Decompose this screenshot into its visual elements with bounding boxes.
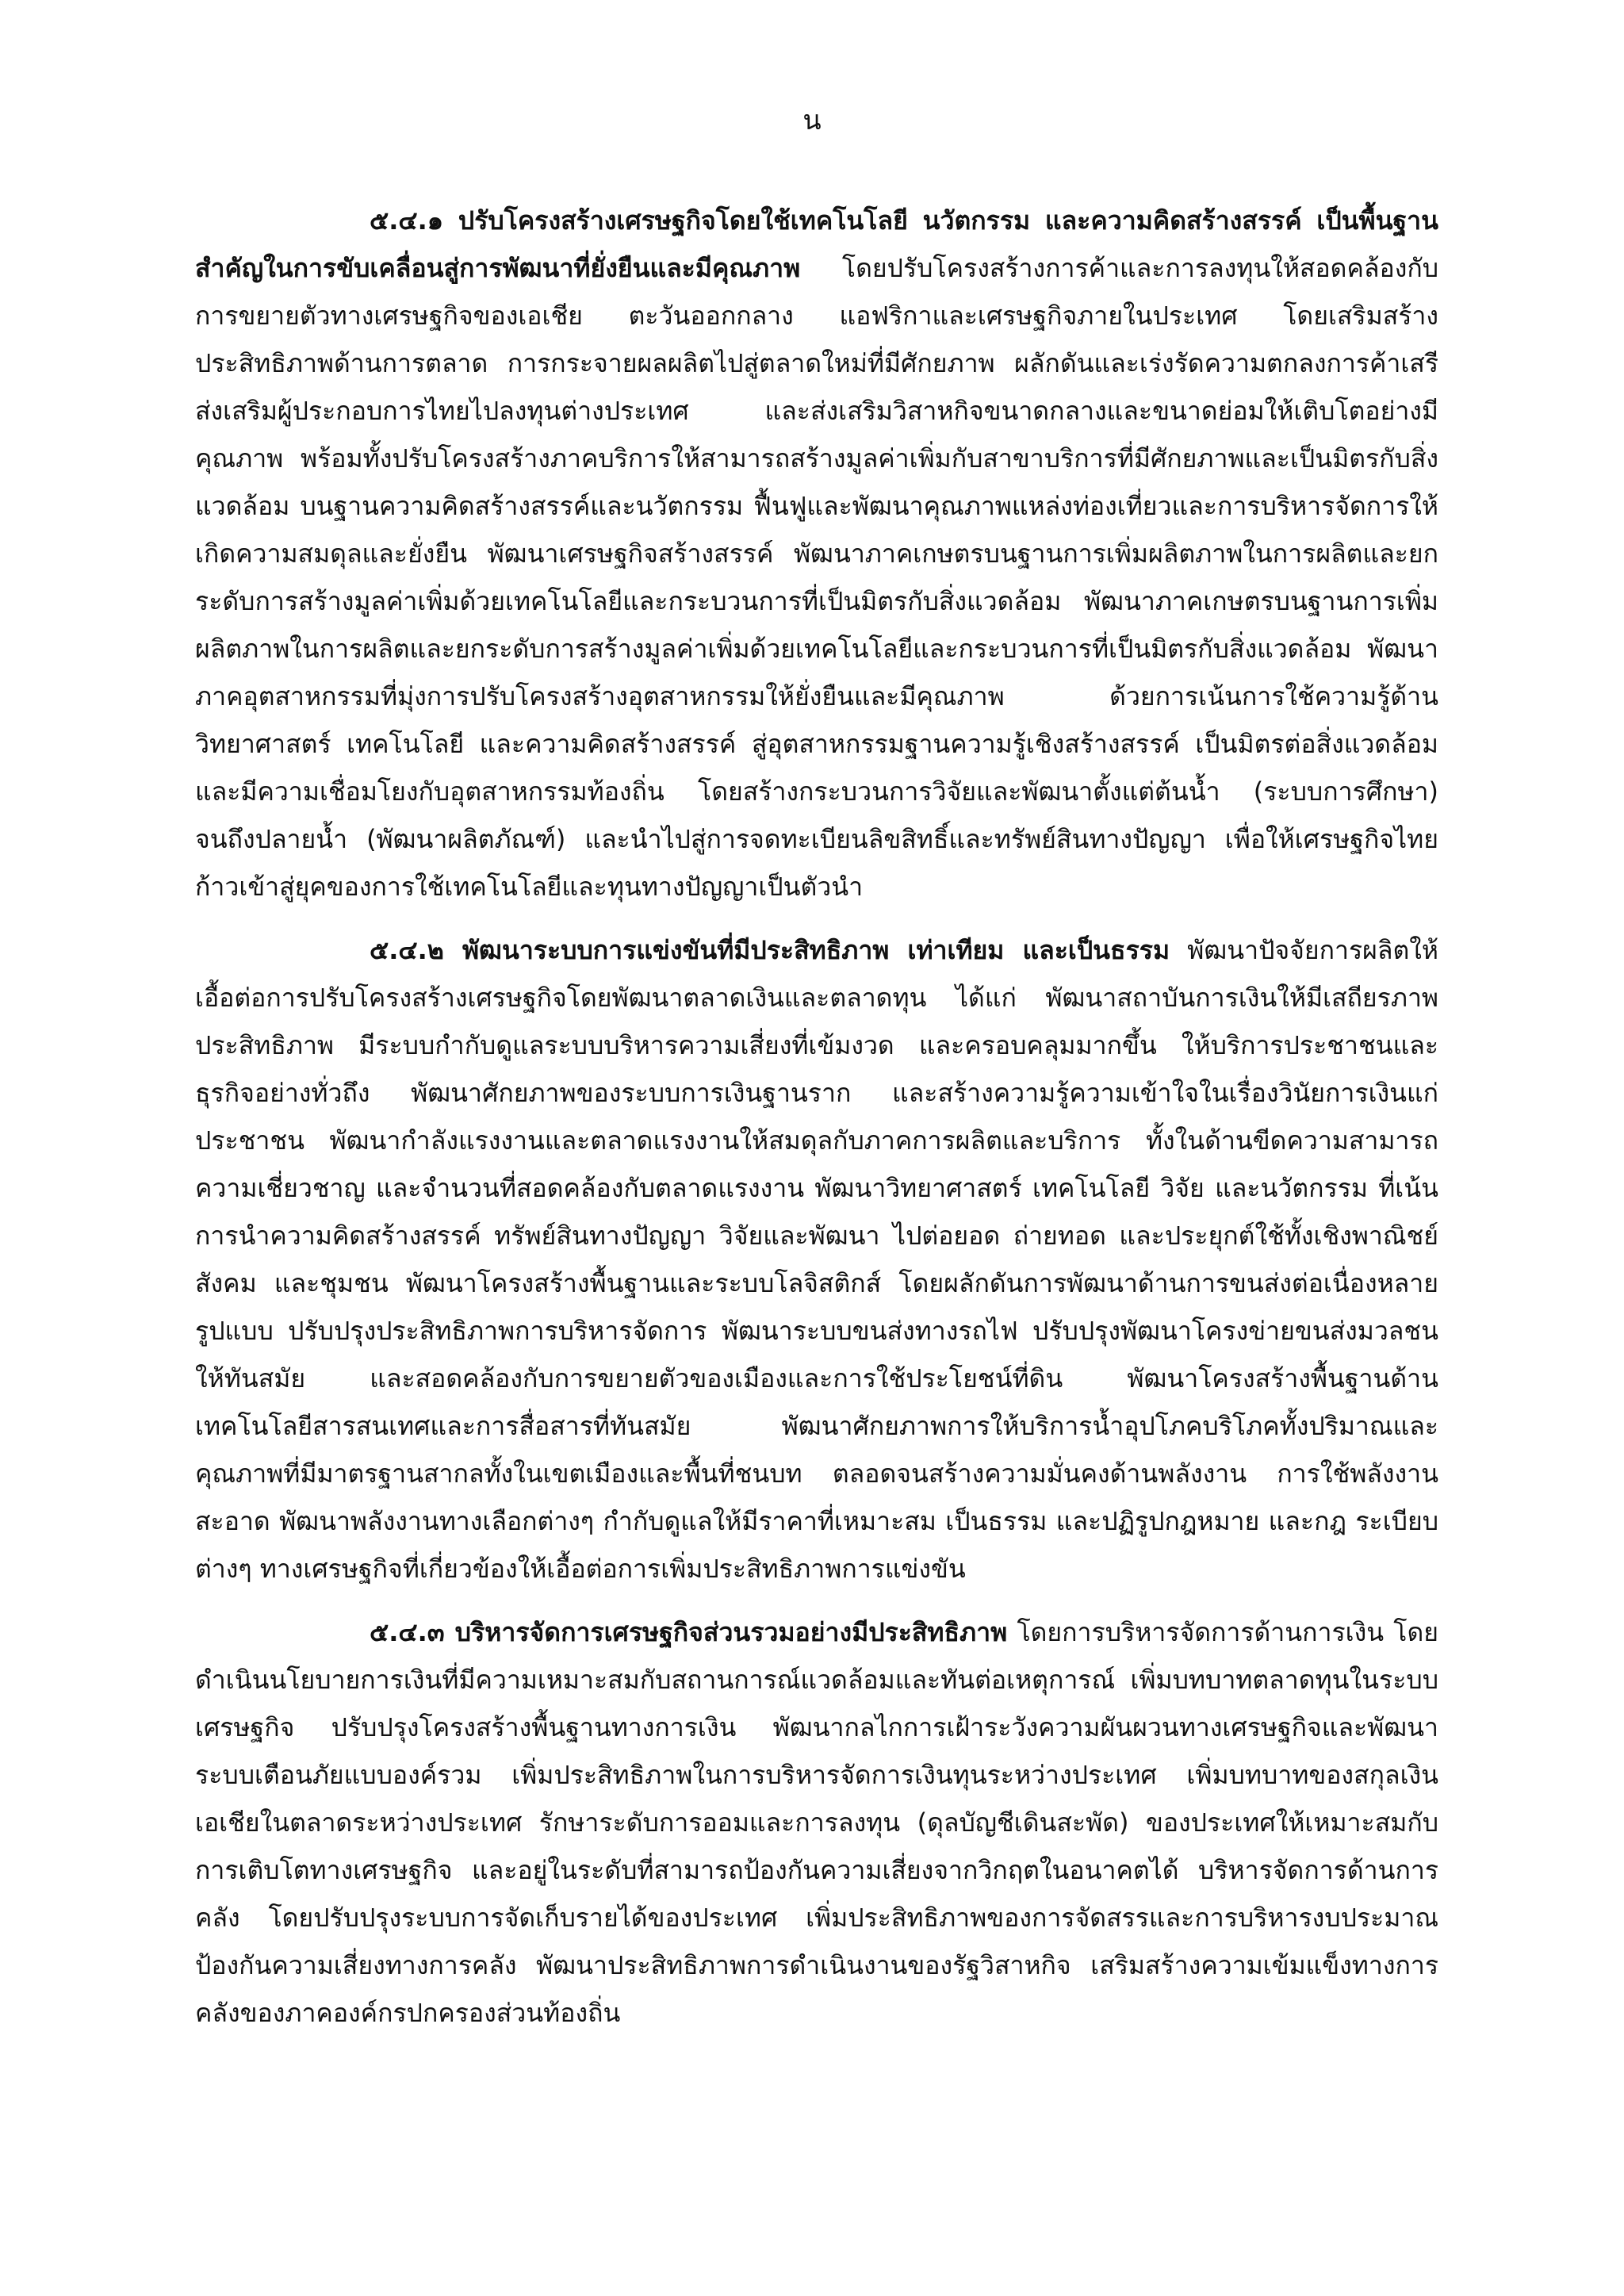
section-paragraph-5-4-2 [195,926,1438,1593]
section-heading-5-4-2: ๕.๔.๒ พัฒนาระบบการแข่งขันที่มีประสิทธิภาพ เท่าเทียม และเป็นธรรม [370,935,1170,965]
section-paragraph-5-4-1 [195,197,1438,910]
section-body-5-4-3: โดยการบริหารจัดการด้านการเงิน โดยดำเนินนโยบายการเงินที่มีความเหมาะสมกับสถานการณ์แวดล้อมและทันต่อเหตุการณ์ เพิ่มบทบาทตลาดทุนในระบบเศรษฐกิจ ปรับปรุงโครงสร้างพื้นฐานทางการเงิน พัฒนากลไกการเฝ้าระวังความผันผวนทางเศรษฐกิจและพัฒนาระบบเตือนภัยแบบองค์รวม เพิ่มประสิทธิภาพในการบริหารจัดการเงินทุนระหว่างประเทศ เพิ่มบทบาทของสกุลเงินเอเชียในตลาดระหว่างประเทศ รักษาระดับการออมและการลงทุน (ดุลบัญชีเดินสะพัด) ของประเทศให้เหมาะสมกับการเติบโตทางเศรษฐกิจ และอยู่ในระดับที่สามารถป้องกันความเสี่ยงจากวิกฤตในอนาคตได้ บริหารจัดการด้านการคลัง โดยปรับปรุงระบบการจัดเก็บรายได้ของประเทศ เพิ่มประสิทธิภาพของการจัดสรรและการบริหารงบประมาณ ป้องกันความเสี่ยงทางการคลัง พัฒนาประสิทธิภาพการดำเนินงานของรัฐวิสาหกิจ เสริมสร้างความเข้มแข็งทางการคลังของภาคองค์กรปกครองส่วนท้องถิ่น [195,1617,1439,2028]
section-heading-5-4-1: ๕.๔.๑ ปรับโครงสร้างเศรษฐกิจโดยใช้เทคโนโลยี นวัตกรรม และความคิดสร้างสรรค์ เป็นพื้นฐานสำคัญในการขับเคลื่อนสู่การพัฒนาที่ยั่งยืนและมีคุณภาพ [195,205,1438,283]
section-paragraph-5-4-3 [195,1608,1438,2037]
section-body-5-4-1: โดยปรับโครงสร้างการค้าและการลงทุนให้สอดคล้องกับการขยายตัวทางเศรษฐกิจของเอเชีย ตะวันออกกลาง แอฟริกาและเศรษฐกิจภายในประเทศ โดยเสริมสร้างประสิทธิภาพด้านการตลาด การกระจายผลผลิตไปสู่ตลาดใหม่ที่มีศักยภาพ ผลักดันและเร่งรัดความตกลงการค้าเสรี ส่งเสริมผู้ประกอบการไทยไปลงทุนต่างประเทศ และส่งเสริมวิสาหกิจขนาดกลางและขนาดย่อมให้เติบโตอย่างมีคุณภาพ พร้อมทั้งปรับโครงสร้างภาคบริการให้สามารถสร้างมูลค่าเพิ่มกับสาขาบริการที่มีศักยภาพและเป็นมิตรกับสิ่งแวดล้อม บนฐานความคิดสร้างสรรค์และนวัตกรรม ฟื้นฟูและพัฒนาคุณภาพแหล่งท่องเที่ยวและการบริหารจัดการให้เกิดความสมดุลและยั่งยืน พัฒนาเศรษฐกิจสร้างสรรค์ พัฒนาภาคเกษตรบนฐานการเพิ่มผลิตภาพในการผลิตและยกระดับการสร้างมูลค่าเพิ่มด้วยเทคโนโลยีและกระบวนการที่เป็นมิตรกับสิ่งแวดล้อม พัฒนาภาคเกษตรบนฐานการเพิ่มผลิตภาพในการผลิตและยกระดับการสร้างมูลค่าเพิ่มด้วยเทคโนโลยีและกระบวนการที่เป็นมิตรกับสิ่งแวดล้อม พัฒนาภาคอุตสาหกรรมที่มุ่งการปรับโครงสร้างอุตสาหกรรมให้ยั่งยืนและมีคุณภาพ ด้วยการเน้นการใช้ความรู้ด้านวิทยาศาสตร์ เทคโนโลยี และความคิดสร้างสรรค์ สู่อุตสาหกรรมฐานความรู้เชิงสร้างสรรค์ เป็นมิตรต่อสิ่งแวดล้อม และมีความเชื่อมโยงกับอุตสาหกรรมท้องถิ่น โดยสร้างกระบวนการวิจัยและพัฒนาตั้งแต่ต้นน้ำ (ระบบการศึกษา) จนถึงปลายน้ำ (พัฒนาผลิตภัณฑ์) และนำไปสู่การจดทะเบียนลิขสิทธิ์และทรัพย์สินทางปัญญา เพื่อให้เศรษฐกิจไทยก้าวเข้าสู่ยุคของการใช้เทคโนโลยีและทุนทางปัญญาเป็นตัวนำ [195,253,1438,902]
section-heading-5-4-3: ๕.๔.๓ บริหารจัดการเศรษฐกิจส่วนรวมอย่างมีประสิทธิภาพ [370,1617,1008,1647]
page-number: น [802,105,822,136]
document-body [195,197,1438,2053]
section-body-5-4-2: พัฒนาปัจจัยการผลิตให้เอื้อต่อการปรับโครงสร้างเศรษฐกิจโดยพัฒนาตลาดเงินและตลาดทุน ได้แก่ พัฒนาสถาบันการเงินให้มีเสถียรภาพ ประสิทธิภาพ มีระบบกำกับดูแลระบบบริหารความเสี่ยงที่เข้มงวด และครอบคลุมมากขึ้น ให้บริการประชาชนและธุรกิจอย่างทั่วถึง พัฒนาศักยภาพของระบบการเงินฐานราก และสร้างความรู้ความเข้าใจในเรื่องวินัยการเงินแก่ประชาชน พัฒนากำลังแรงงานและตลาดแรงงานให้สมดุลกับภาคการผลิตและบริการ ทั้งในด้านขีดความสามารถ ความเชี่ยวชาญ และจำนวนที่สอดคล้องกับตลาดแรงงาน พัฒนาวิทยาศาสตร์ เทคโนโลยี วิจัย และนวัตกรรม ที่เน้นการนำความคิดสร้างสรรค์ ทรัพย์สินทางปัญญา วิจัยและพัฒนา ไปต่อยอด ถ่ายทอด และประยุกต์ใช้ทั้งเชิงพาณิชย์ สังคม และชุมชน พัฒนาโครงสร้างพื้นฐานและระบบโลจิสติกส์ โดยผลักดันการพัฒนาด้านการขนส่งต่อเนื่องหลายรูปแบบ ปรับปรุงประสิทธิภาพการบริหารจัดการ พัฒนาระบบขนส่งทางรถไฟ ปรับปรุงพัฒนาโครงข่ายขนส่งมวลชนให้ทันสมัย และสอดคล้องกับการขยายตัวของเมืองและการใช้ประโยชน์ที่ดิน พัฒนาโครงสร้างพื้นฐานด้านเทคโนโลยีสารสนเทศและการสื่อสารที่ทันสมัย พัฒนาศักยภาพการให้บริการน้ำอุปโภคบริโภคทั้งปริมาณและคุณภาพที่มีมาตรฐานสากลทั้งในเขตเมืองและพื้นที่ชนบท ตลอดจนสร้างความมั่นคงด้านพลังงาน การใช้พลังงานสะอาด พัฒนาพลังงานทางเลือกต่างๆ กำกับดูแลให้มีราคาที่เหมาะสม เป็นธรรม และปฏิรูปกฎหมาย และกฎ ระเบียบต่างๆ ทางเศรษฐกิจที่เกี่ยวข้องให้เอื้อต่อการเพิ่มประสิทธิภาพการแข่งขัน [195,935,1439,1584]
